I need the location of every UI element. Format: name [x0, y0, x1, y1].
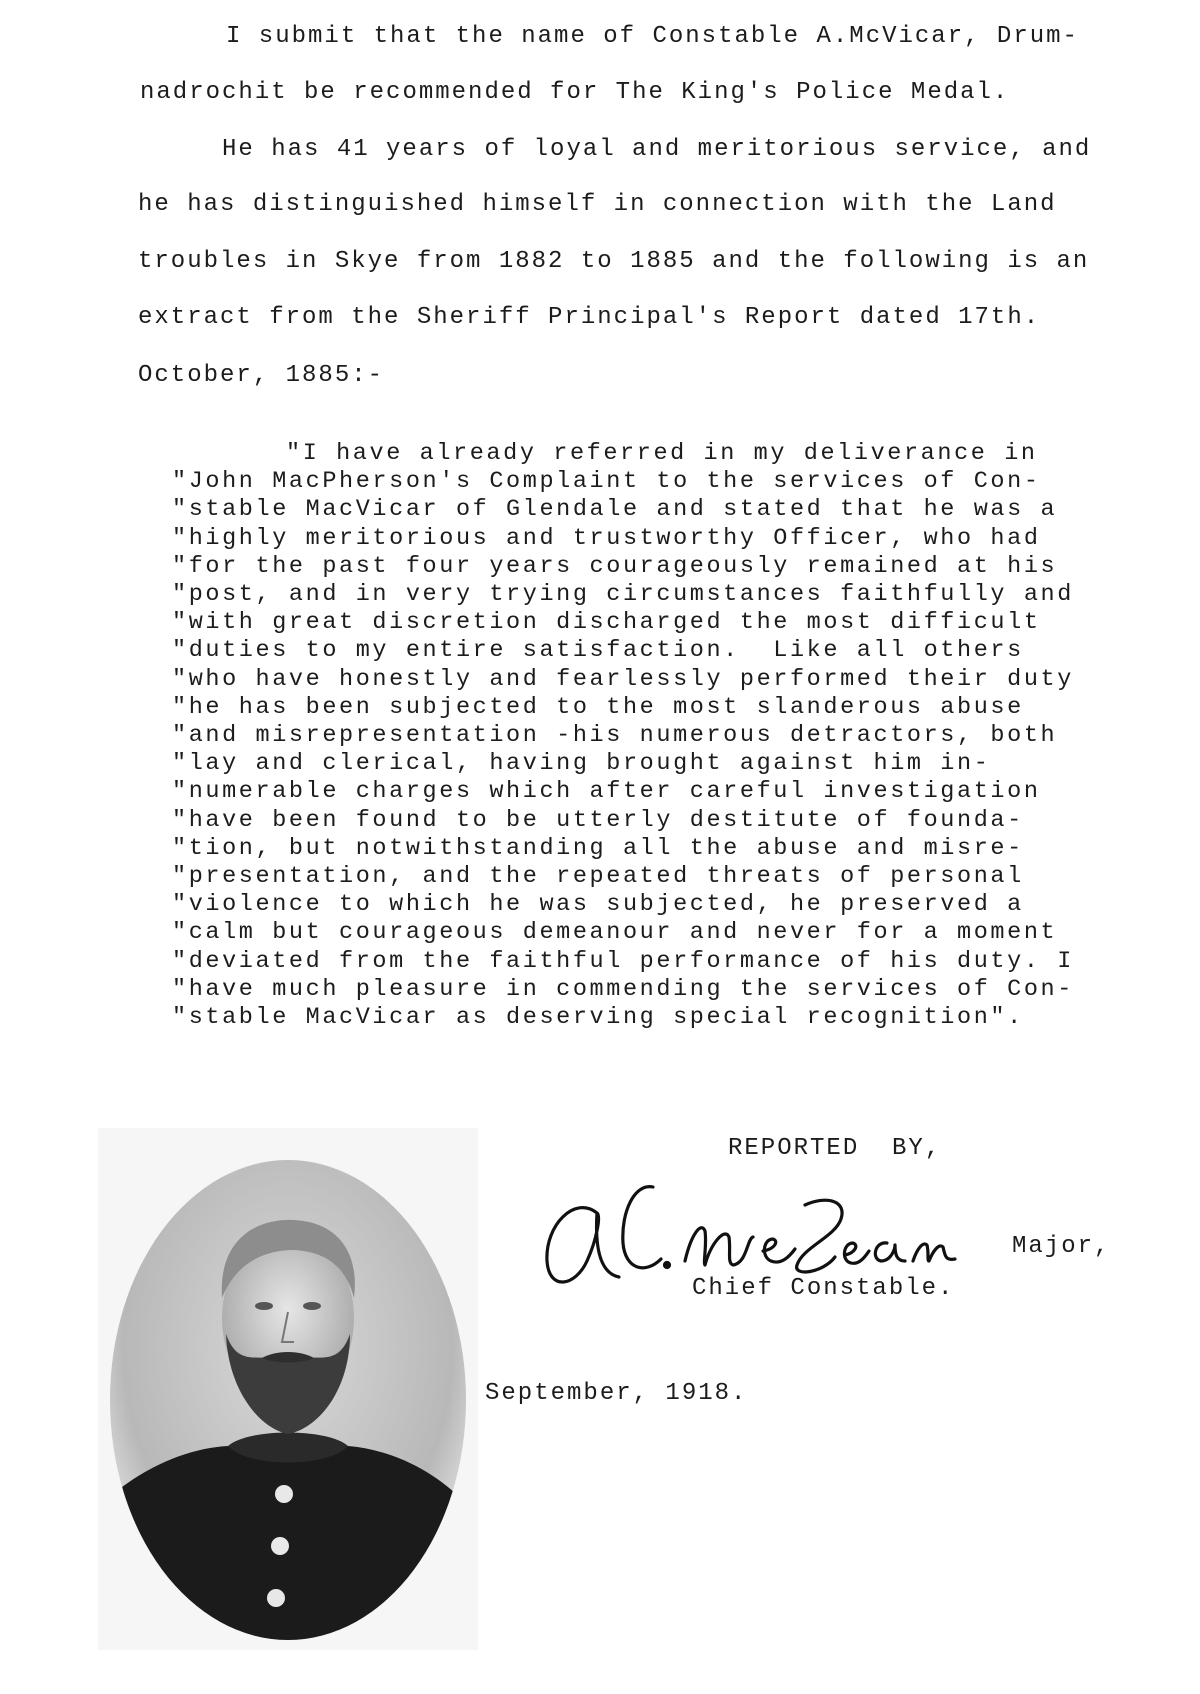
quote-line: "stable MacVicar as deserving special recognition".	[172, 1004, 1024, 1031]
quote-line: "post, and in very trying circumstances faithfully and	[172, 581, 1074, 608]
quote-line: "have much pleasure in commending the services of Con-	[172, 975, 1074, 1003]
chief-constable-label: Chief Constable.	[692, 1275, 955, 1302]
quote-line: "who have honestly and fearlessly performed their duty	[172, 665, 1074, 693]
intro-line: troubles in Skye from 1882 to 1885 and the following is an	[138, 248, 1090, 275]
quote-line: "highly meritorious and trustworthy Officer, who had	[172, 524, 1041, 552]
quote-line: "with great discretion discharged the most difficult	[172, 609, 1041, 637]
quote-line: "deviated from the faithful performance of his duty. I	[172, 947, 1074, 975]
rank-label: Major,	[1012, 1233, 1111, 1260]
intro-line: he has distinguished himself in connection with the Land	[138, 191, 1057, 218]
quote-line: "have been found to be utterly destitute of founda-	[172, 806, 1024, 834]
intro-line: I submit that the name of Constable A.McVicar, Drum-	[226, 23, 1079, 50]
quote-line: "John MacPherson's Complaint to the services of Con-	[172, 468, 1041, 496]
quote-line: "stable MacVicar of Glendale and stated that he was a	[172, 496, 1058, 524]
intro-line: nadrochit be recommended for The King's Police Medal.	[140, 79, 1010, 106]
quote-line: "tion, but notwithstanding all the abuse and misre-	[172, 834, 1024, 862]
quote-line: "violence to which he was subjected, he preserved a	[172, 891, 1024, 919]
quote-line: "presentation, and the repeated threats of personal	[172, 863, 1024, 890]
intro-line: He has 41 years of loyal and meritorious service, and	[222, 136, 1092, 163]
reported-by-label: REPORTED BY,	[728, 1135, 942, 1162]
quote-line: "duties to my entire satisfaction. Like all others	[172, 637, 1024, 665]
quote-line: "calm but courageous demeanour and never for a moment	[172, 919, 1058, 947]
quote-line: "for the past four years courageously remained at his	[172, 552, 1058, 580]
quote-line: "lay and clerical, having brought against him in-	[172, 750, 991, 778]
intro-line: October, 1885:-	[138, 362, 385, 389]
quote-line: "and misrepresentation -his numerous detractors, both	[172, 722, 1058, 749]
quote-line: "numerable charges which after careful investigation	[172, 778, 1041, 806]
quote-line: "I have already referred in my deliverance in	[286, 440, 1038, 467]
constable-portrait	[98, 1128, 478, 1650]
date-label: September, 1918.	[485, 1380, 748, 1407]
intro-line: extract from the Sheriff Principal's Report dated 17th.	[138, 304, 1041, 331]
quote-line: "he has been subjected to the most slanderous abuse	[172, 693, 1024, 721]
